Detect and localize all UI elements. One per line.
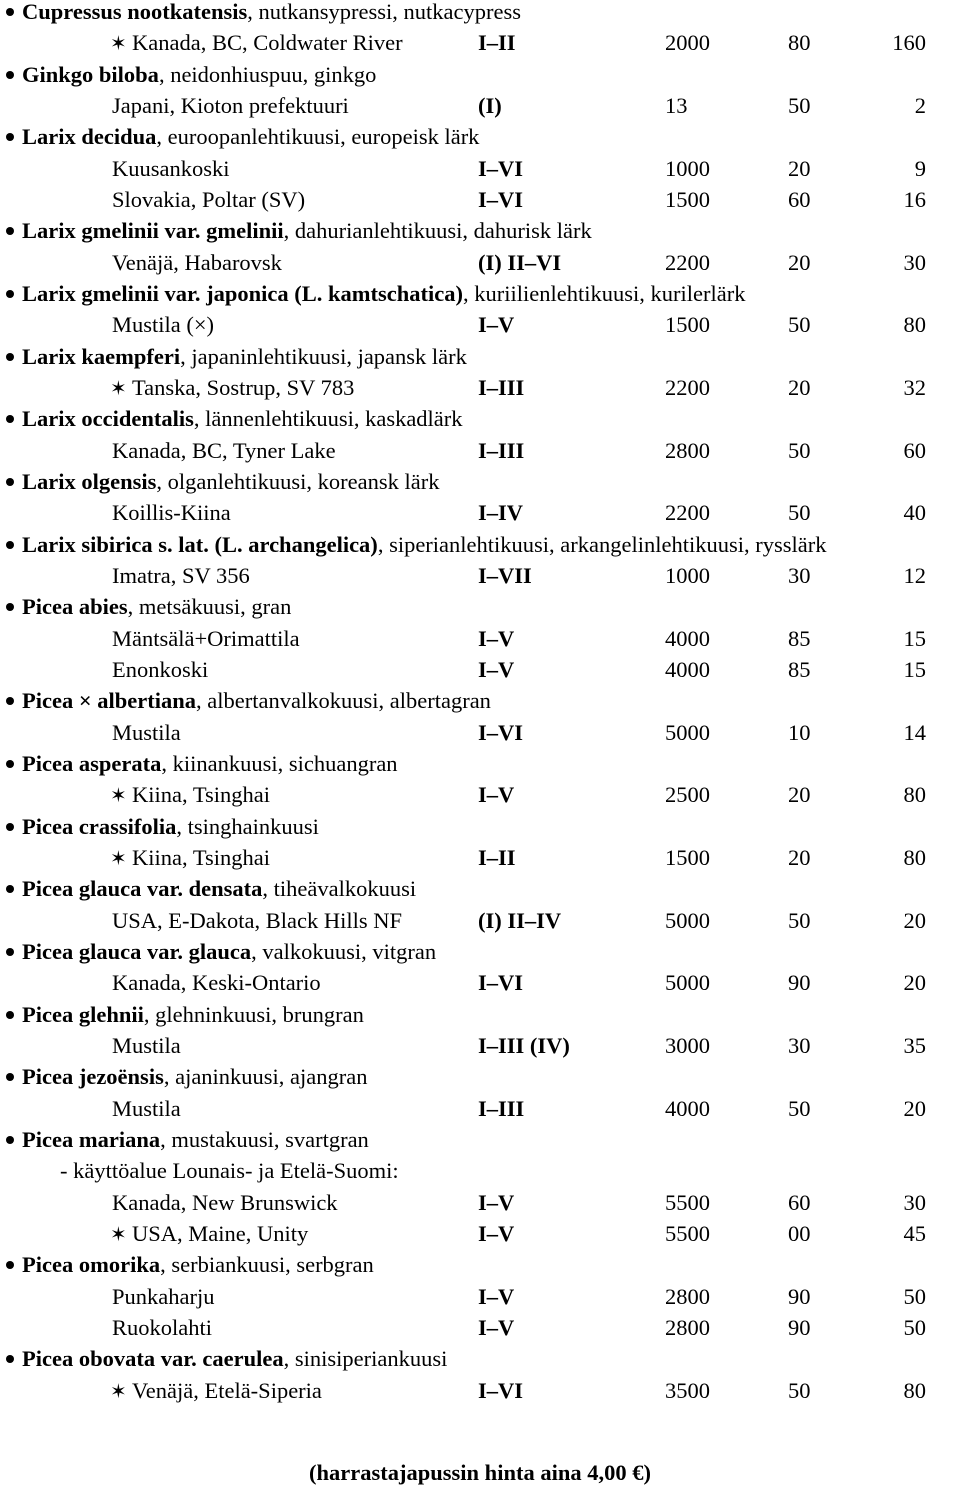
- count-value: 32: [903, 374, 926, 400]
- provenance-origin: [112, 1379, 322, 1404]
- hardiness-zone: I–VI: [478, 719, 524, 745]
- seed-value: 2800: [665, 1283, 710, 1309]
- common-names: , metsäkuusi, gran: [127, 594, 292, 620]
- common-names: , ajaninkuusi, ajangran: [163, 1064, 368, 1090]
- hardiness-zone: I–II: [478, 844, 516, 870]
- latin-name: Picea × albertiana: [22, 688, 197, 714]
- bullet-icon: [6, 1073, 14, 1081]
- provenance-origin: [112, 313, 214, 337]
- species-name: [22, 689, 491, 713]
- star-icon: ✶: [110, 847, 127, 870]
- germination-value: 00: [788, 1220, 811, 1246]
- common-names: , tsinghainkuusi: [176, 813, 319, 839]
- origin-text: Slovakia, Poltar (SV): [112, 186, 306, 212]
- species-heading: [0, 877, 960, 908]
- species-heading: [0, 407, 960, 438]
- seed-value: 2500: [665, 782, 710, 808]
- bullet-icon: [6, 133, 14, 141]
- bullet-icon: [6, 1261, 14, 1269]
- hardiness-zone: I–IV: [478, 500, 524, 526]
- latin-name: Picea crassifolia: [22, 813, 177, 839]
- provenance-row: [0, 971, 960, 1002]
- species-heading: [0, 533, 960, 564]
- provenance-origin: [112, 439, 336, 463]
- germination-value: 90: [788, 1314, 811, 1340]
- species-name: [22, 345, 467, 369]
- germination-value: 50: [788, 1095, 811, 1121]
- germination-value: 90: [788, 1283, 811, 1309]
- species-name: [22, 125, 479, 149]
- species-heading: [0, 1128, 960, 1159]
- hardiness-zone: I–V: [478, 1220, 515, 1246]
- common-names: , dahurianlehtikuusi, dahurisk lärk: [283, 218, 592, 244]
- species-name: [22, 877, 416, 901]
- seed-value: 5500: [665, 1189, 710, 1215]
- species-name: [22, 219, 592, 243]
- provenance-row: [0, 439, 960, 470]
- provenance-origin: [112, 564, 250, 588]
- count-value: 80: [903, 782, 926, 808]
- bullet-icon: [6, 478, 14, 486]
- provenance-origin: [112, 1191, 338, 1215]
- origin-text: Kanada, Keski-Ontario: [112, 970, 321, 996]
- hardiness-zone: I–VII: [478, 562, 532, 588]
- species-heading: [0, 595, 960, 626]
- latin-name: Larix olgensis: [22, 468, 157, 494]
- seed-value: 3500: [665, 1377, 710, 1403]
- bullet-icon: [6, 948, 14, 956]
- germination-value: 50: [788, 92, 811, 118]
- bullet-icon: [6, 227, 14, 235]
- species-name: [22, 470, 439, 494]
- species-name: [22, 1003, 364, 1027]
- germination-value: 90: [788, 970, 811, 996]
- bullet-icon: [6, 1355, 14, 1363]
- bullet-icon: [6, 290, 14, 298]
- seed-value: 3000: [665, 1032, 710, 1058]
- latin-name: Larix decidua: [22, 124, 157, 150]
- hardiness-zone: I–V: [478, 1283, 515, 1309]
- germination-value: 50: [788, 312, 811, 338]
- hardiness-zone: I–V: [478, 782, 515, 808]
- common-names: , neidonhiuspuu, ginkgo: [158, 61, 377, 87]
- seed-value: 5000: [665, 907, 710, 933]
- seed-value: 2200: [665, 500, 710, 526]
- hardiness-zone: I–III: [478, 374, 525, 400]
- provenance-row: [0, 94, 960, 125]
- provenance-row: [0, 846, 960, 877]
- latin-name: Larix gmelinii var. gmelinii: [22, 218, 284, 244]
- seed-value: 1000: [665, 562, 710, 588]
- seed-value: 2800: [665, 1314, 710, 1340]
- count-value: 2: [914, 92, 926, 118]
- germination-value: 50: [788, 437, 811, 463]
- seed-value: 1500: [665, 186, 710, 212]
- germination-value: 80: [788, 30, 811, 56]
- provenance-origin: [112, 1097, 181, 1121]
- provenance-origin: [112, 783, 270, 808]
- common-names: , kiinankuusi, sichuangran: [161, 750, 398, 776]
- hardiness-zone: I–III (IV): [478, 1032, 570, 1058]
- count-value: 12: [903, 562, 926, 588]
- count-value: 20: [903, 907, 926, 933]
- provenance-row: [0, 1191, 960, 1222]
- count-value: 60: [903, 437, 926, 463]
- origin-text: Mäntsälä+Orimattila: [112, 625, 300, 651]
- provenance-origin: [112, 909, 402, 933]
- germination-value: 10: [788, 719, 811, 745]
- latin-name: Cupressus nootkatensis: [22, 0, 248, 24]
- hardiness-zone: (I): [478, 92, 502, 118]
- latin-name: Larix kaempferi: [22, 343, 181, 369]
- species-name: [22, 63, 376, 87]
- origin-text: Kanada, BC, Tyner Lake: [112, 437, 336, 463]
- germination-value: 60: [788, 186, 811, 212]
- species-name: [22, 407, 463, 431]
- origin-text: Japani, Kioton prefektuuri: [112, 92, 349, 118]
- germination-value: 20: [788, 249, 811, 275]
- species-heading: [0, 1253, 960, 1284]
- provenance-origin: [112, 501, 231, 525]
- latin-name: Larix sibirica s. lat. (L. archangelica): [22, 531, 378, 557]
- provenance-origin: [112, 846, 270, 871]
- latin-name: Ginkgo biloba: [22, 61, 159, 87]
- provenance-row: [0, 909, 960, 940]
- origin-text: Ruokolahti: [112, 1314, 212, 1340]
- origin-text: Tanska, Sostrup, SV 783: [132, 374, 355, 400]
- common-names: , japaninlehtikuusi, japansk lärk: [180, 343, 467, 369]
- latin-name: Picea glauca var. densata: [22, 876, 263, 902]
- latin-name: Picea jezoënsis: [22, 1064, 164, 1090]
- species-name: [22, 0, 521, 24]
- species-name: [22, 815, 319, 839]
- count-value: 20: [903, 970, 926, 996]
- count-value: 50: [903, 1314, 926, 1340]
- hardiness-zone: I–III: [478, 437, 525, 463]
- origin-text: Punkaharju: [112, 1283, 215, 1309]
- provenance-origin: [112, 376, 354, 401]
- species-name: [22, 752, 398, 776]
- count-value: 16: [903, 186, 926, 212]
- provenance-row: [0, 1285, 960, 1316]
- hardiness-zone: I–V: [478, 1189, 515, 1215]
- seed-value: 5500: [665, 1220, 710, 1246]
- provenance-row: [0, 1034, 960, 1065]
- star-icon: ✶: [110, 1223, 127, 1246]
- count-value: 40: [903, 500, 926, 526]
- provenance-origin: [112, 251, 282, 275]
- provenance-row: [0, 501, 960, 532]
- count-value: 15: [903, 625, 926, 651]
- hardiness-zone: I–V: [478, 625, 515, 651]
- provenance-row: [0, 627, 960, 658]
- species-heading: [0, 282, 960, 313]
- provenance-row: [0, 251, 960, 282]
- species-heading: [0, 0, 960, 31]
- provenance-row: [0, 658, 960, 689]
- seed-value: 1000: [665, 155, 710, 181]
- latin-name: Picea omorika: [22, 1252, 161, 1278]
- origin-text: Koillis-Kiina: [112, 500, 231, 526]
- provenance-origin: [112, 721, 181, 745]
- species-name: [22, 282, 745, 306]
- origin-text: Kuusankoski: [112, 155, 230, 181]
- seed-value: 4000: [665, 1095, 710, 1121]
- hardiness-zone: I–VI: [478, 1377, 524, 1403]
- germination-value: 20: [788, 782, 811, 808]
- species-heading: [0, 1003, 960, 1034]
- species-heading: [0, 219, 960, 250]
- bullet-icon: [6, 353, 14, 361]
- origin-text: Kiina, Tsinghai: [132, 844, 270, 870]
- provenance-origin: [112, 971, 321, 995]
- bullet-icon: [6, 71, 14, 79]
- origin-text: Venäjä, Etelä-Siperia: [132, 1377, 322, 1403]
- count-value: 45: [903, 1220, 926, 1246]
- provenance-origin: [112, 157, 230, 181]
- origin-text: Kiina, Tsinghai: [132, 782, 270, 808]
- provenance-origin: [112, 1034, 181, 1058]
- provenance-origin: [112, 658, 208, 682]
- latin-name: Picea asperata: [22, 750, 162, 776]
- count-value: 9: [914, 155, 926, 181]
- bullet-icon: [6, 8, 14, 16]
- bullet-icon: [6, 603, 14, 611]
- bullet-icon: [6, 823, 14, 831]
- germination-value: 30: [788, 1032, 811, 1058]
- count-value: 80: [903, 1377, 926, 1403]
- provenance-origin: [112, 188, 305, 212]
- hardiness-zone: (I) II–VI: [478, 249, 562, 275]
- common-names: , siperianlehtikuusi, arkangelinlehtikuusi, rysslärk: [377, 531, 827, 557]
- seed-value: 2800: [665, 437, 710, 463]
- seed-value: 1500: [665, 312, 710, 338]
- seed-value: 2000: [665, 30, 710, 56]
- provenance-row: [0, 783, 960, 814]
- provenance-origin: [112, 1222, 308, 1247]
- origin-text: USA, E-Dakota, Black Hills NF: [112, 907, 402, 933]
- provenance-origin: [112, 1285, 214, 1309]
- species-name: [22, 1065, 368, 1089]
- origin-text: Mustila (×): [112, 312, 215, 338]
- provenance-origin: [112, 94, 349, 118]
- hardiness-zone: I–VI: [478, 186, 524, 212]
- provenance-row: [0, 1097, 960, 1128]
- bullet-icon: [6, 885, 14, 893]
- species-name: [22, 533, 826, 557]
- bullet-icon: [6, 541, 14, 549]
- provenance-row: [0, 1222, 960, 1253]
- star-icon: ✶: [110, 377, 127, 400]
- origin-text: Mustila: [112, 719, 181, 745]
- species-name: [22, 1253, 374, 1277]
- latin-name: Larix occidentalis: [22, 406, 194, 432]
- provenance-row: [0, 31, 960, 62]
- provenance-row: [0, 157, 960, 188]
- provenance-row: [0, 188, 960, 219]
- count-value: 160: [892, 30, 926, 56]
- common-names: , glehninkuusi, brungran: [143, 1001, 364, 1027]
- origin-text: Enonkoski: [112, 656, 209, 682]
- count-value: 20: [903, 1095, 926, 1121]
- species-heading: [0, 940, 960, 971]
- bullet-icon: [6, 1136, 14, 1144]
- provenance-row: [0, 313, 960, 344]
- star-icon: ✶: [110, 1380, 127, 1403]
- species-heading: [0, 815, 960, 846]
- germination-value: 20: [788, 155, 811, 181]
- origin-text: Venäjä, Habarovsk: [112, 249, 282, 275]
- species-heading: [0, 689, 960, 720]
- common-names: , olganlehtikuusi, koreansk lärk: [156, 468, 440, 494]
- germination-value: 85: [788, 625, 811, 651]
- count-value: 80: [903, 844, 926, 870]
- hardiness-zone: I–V: [478, 312, 515, 338]
- species-heading: [0, 1347, 960, 1378]
- species-heading: [0, 470, 960, 501]
- provenance-origin: [112, 1316, 212, 1340]
- species-heading: [0, 63, 960, 94]
- seed-value: 4000: [665, 625, 710, 651]
- provenance-row: [0, 564, 960, 595]
- common-names: , sinisiperiankuusi: [283, 1346, 448, 1372]
- seed-value: 5000: [665, 719, 710, 745]
- origin-text: Mustila: [112, 1032, 181, 1058]
- origin-text: Kanada, BC, Coldwater River: [132, 30, 403, 56]
- price-footer: (harrastajapussin hinta aina 4,00 €): [309, 1460, 651, 1485]
- common-names: , nutkansypressi, nutkacypress: [247, 0, 521, 24]
- provenance-row: [0, 1379, 960, 1410]
- germination-value: 20: [788, 844, 811, 870]
- species-name: [22, 1347, 447, 1371]
- species-name: [22, 940, 436, 964]
- latin-name: Picea abies: [22, 594, 128, 620]
- common-names: , serbiankuusi, serbgran: [160, 1252, 374, 1278]
- hardiness-zone: I–III: [478, 1095, 525, 1121]
- bullet-icon: [6, 697, 14, 705]
- seed-value: 2200: [665, 374, 710, 400]
- species-heading: [0, 752, 960, 783]
- seed-value: 4000: [665, 656, 710, 682]
- origin-text: USA, Maine, Unity: [132, 1220, 309, 1246]
- germination-value: 50: [788, 907, 811, 933]
- origin-text: Imatra, SV 356: [112, 562, 250, 588]
- star-icon: ✶: [110, 785, 127, 808]
- origin-text: Mustila: [112, 1095, 181, 1121]
- common-names: , kuriilienlehtikuusi, kurilerlärk: [463, 280, 746, 306]
- bullet-icon: [6, 760, 14, 768]
- usage-note: [0, 1159, 960, 1190]
- bullet-icon: [6, 415, 14, 423]
- count-value: 50: [903, 1283, 926, 1309]
- latin-name: Larix gmelinii var. japonica (L. kamtschatica): [22, 280, 464, 306]
- seed-value: 13: [665, 92, 688, 118]
- hardiness-zone: (I) II–IV: [478, 907, 562, 933]
- hardiness-zone: I–VI: [478, 155, 524, 181]
- common-names: , lännenlehtikuusi, kaskadlärk: [193, 406, 463, 432]
- common-names: , tiheävalkokuusi: [262, 876, 417, 902]
- species-heading: [0, 125, 960, 156]
- hardiness-zone: I–VI: [478, 970, 524, 996]
- provenance-origin: [112, 31, 403, 56]
- seed-value: 5000: [665, 970, 710, 996]
- provenance-row: [0, 721, 960, 752]
- provenance-origin: [112, 627, 300, 651]
- latin-name: Picea glauca var. glauca: [22, 938, 252, 964]
- hardiness-zone: I–V: [478, 1314, 515, 1340]
- bullet-icon: [6, 1011, 14, 1019]
- star-icon: ✶: [110, 33, 127, 56]
- germination-value: 60: [788, 1189, 811, 1215]
- species-heading: [0, 1065, 960, 1096]
- common-names: , mustakuusi, svartgran: [160, 1126, 369, 1152]
- count-value: 15: [903, 656, 926, 682]
- seed-value: 2200: [665, 249, 710, 275]
- hardiness-zone: I–V: [478, 656, 515, 682]
- common-names: , euroopanlehtikuusi, europeisk lärk: [156, 124, 480, 150]
- provenance-row: [0, 1316, 960, 1347]
- germination-value: 20: [788, 374, 811, 400]
- germination-value: 50: [788, 1377, 811, 1403]
- count-value: 80: [903, 312, 926, 338]
- species-name: [22, 595, 291, 619]
- count-value: 14: [903, 719, 926, 745]
- latin-name: Picea obovata var. caerulea: [22, 1346, 284, 1372]
- germination-value: 50: [788, 500, 811, 526]
- common-names: , albertanvalkokuusi, albertagran: [196, 688, 491, 714]
- seed-value: 1500: [665, 844, 710, 870]
- germination-value: 30: [788, 562, 811, 588]
- count-value: 30: [903, 249, 926, 275]
- germination-value: 85: [788, 656, 811, 682]
- latin-name: Picea glehnii: [22, 1001, 144, 1027]
- provenance-row: [0, 376, 960, 407]
- count-value: 30: [903, 1189, 926, 1215]
- origin-text: Kanada, New Brunswick: [112, 1189, 338, 1215]
- usage-note-text: - käyttöalue Lounais- ja Etelä-Suomi:: [60, 1158, 399, 1184]
- species-name: [22, 1128, 369, 1152]
- common-names: , valkokuusi, vitgran: [251, 938, 437, 964]
- latin-name: Picea mariana: [22, 1126, 161, 1152]
- hardiness-zone: I–II: [478, 30, 516, 56]
- species-heading: [0, 345, 960, 376]
- count-value: 35: [903, 1032, 926, 1058]
